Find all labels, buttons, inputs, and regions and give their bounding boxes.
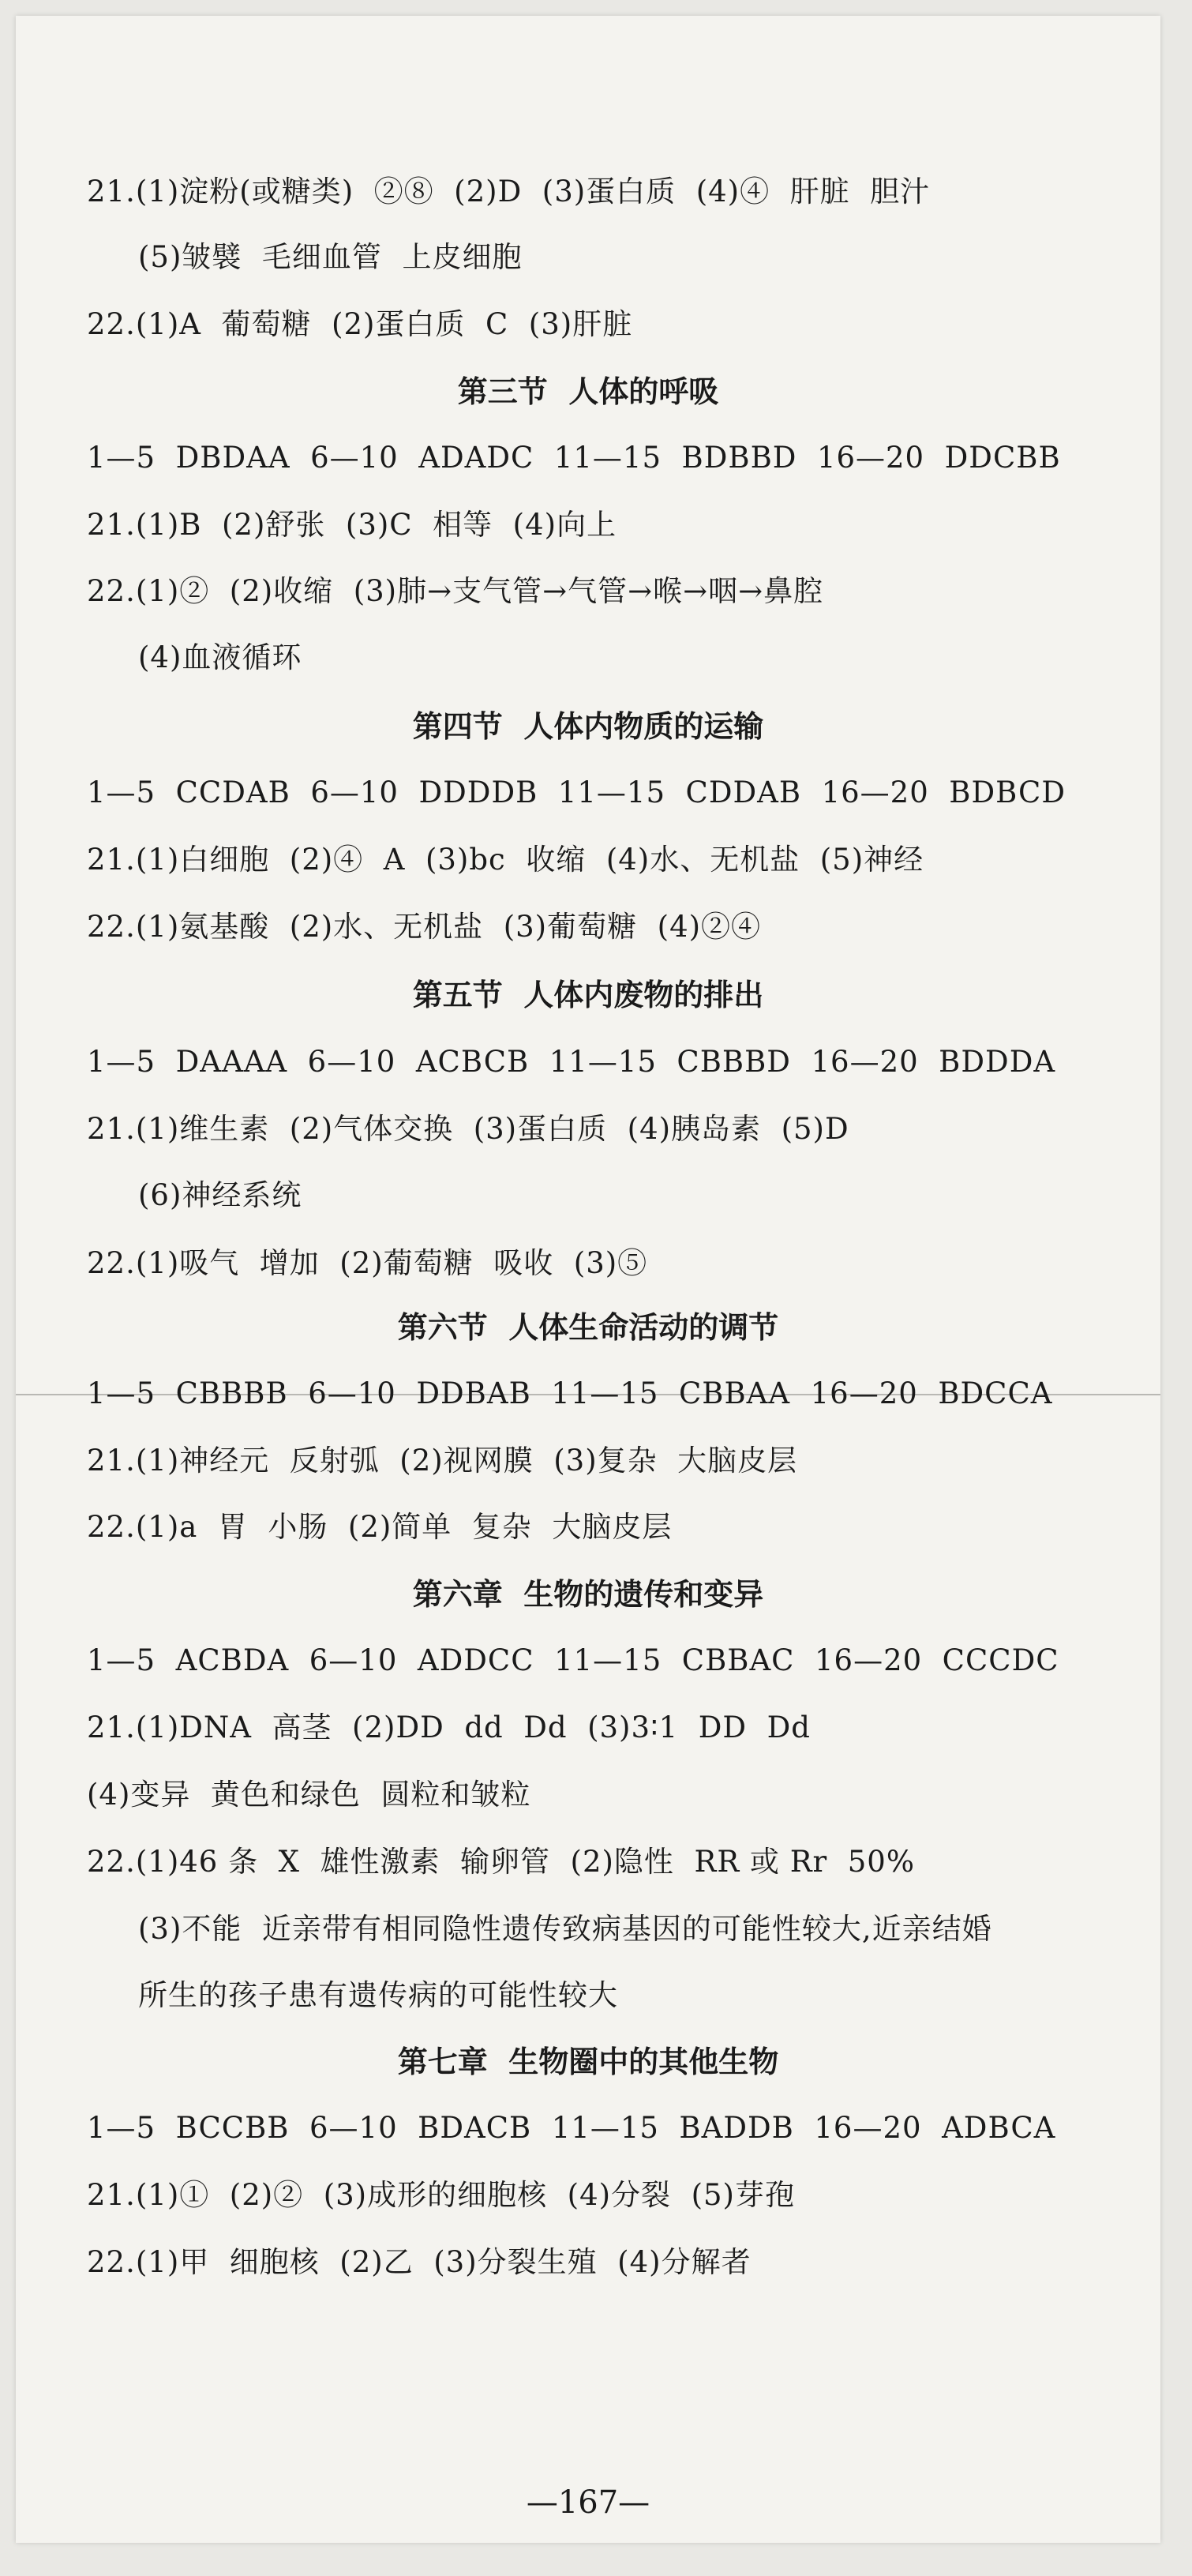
section-heading: 第五节 人体内废物的排出 [412,978,764,1012]
answer-line: 1—5 CBBBB 6—10 DDBAB 11—15 CBBAA 16—20 BDCCA [87,1376,1053,1410]
answer-line: 22.(1)甲 细胞核 (2)乙 (3)分裂生殖 (4)分解者 [87,2245,752,2279]
answer-line: 22.(1)a 胃 小肠 (2)简单 复杂 大脑皮层 [87,1510,673,1544]
answer-line: 21.(1)① (2)② (3)成形的细胞核 (4)分裂 (5)芽孢 [87,2178,795,2212]
section-heading: 第三节 人体的呼吸 [457,374,719,409]
section-heading: 第七章 生物圈中的其他生物 [397,2045,779,2079]
answer-line: 1—5 ACBDA 6—10 ADDCC 11—15 CBBAC 16—20 CCCDC [87,1643,1059,1677]
answer-line: 1—5 DAAAA 6—10 ACBCB 11—15 CBBBD 16—20 BDDDA [87,1045,1056,1079]
answer-key-page [16,16,1160,2543]
answer-line: 21.(1)神经元 反射弧 (2)视网膜 (3)复杂 大脑皮层 [87,1444,798,1478]
answer-line: 21.(1)淀粉(或糖类) ②⑧ (2)D (3)蛋白质 (4)④ 肝脏 胆汁 [87,175,931,208]
section-heading: 第四节 人体内物质的运输 [412,709,764,744]
answer-line: 1—5 DBDAA 6—10 ADADC 11—15 BDBBD 16—20 DDCBB [87,441,1061,475]
section-heading: 第六章 生物的遗传和变异 [412,1577,764,1612]
answer-line: 22.(1)A 葡萄糖 (2)蛋白质 C (3)肝脏 [87,307,633,341]
answer-line: (4)血液循环 [138,640,302,674]
answer-line: 22.(1)46 条 X 雄性激素 输卵管 (2)隐性 RR 或 Rr 50% [87,1845,916,1879]
answer-line: (5)皱襞 毛细血管 上皮细胞 [138,240,523,274]
answer-line: 1—5 CCDAB 6—10 DDDDB 11—15 CDDAB 16—20 BDBCD [87,775,1066,809]
answer-line: 22.(1)吸气 增加 (2)葡萄糖 吸收 (3)⑤ [87,1246,648,1280]
section-heading: 第六节 人体生命活动的调节 [397,1310,779,1345]
answer-line: (6)神经系统 [138,1178,302,1212]
answer-line: 所生的孩子患有遗传病的可能性较大 [138,1978,618,2012]
answer-line: (3)不能 近亲带有相同隐性遗传致病基因的可能性较大,近亲结婚 [138,1912,992,1946]
answer-line: 22.(1)氨基酸 (2)水、无机盐 (3)葡萄糖 (4)②④ [87,910,762,944]
answer-line: 21.(1)DNA 高茎 (2)DD dd Dd (3)3∶1 DD Dd [87,1710,811,1744]
answer-line: (4)变异 黄色和绿色 圆粒和皱粒 [87,1778,531,1812]
answer-line: 22.(1)② (2)收缩 (3)肺→支气管→气管→喉→咽→鼻腔 [87,574,824,608]
answer-line: 21.(1)维生素 (2)气体交换 (3)蛋白质 (4)胰岛素 (5)D [87,1112,849,1146]
page-number: —167— [526,2484,650,2521]
answer-line: 21.(1)B (2)舒张 (3)C 相等 (4)向上 [87,508,617,542]
answer-line: 1—5 BCCBB 6—10 BDACB 11—15 BADDB 16—20 ADBCA [87,2111,1056,2145]
answer-line: 21.(1)白细胞 (2)④ A (3)bc 收缩 (4)水、无机盐 (5)神经 [87,843,924,877]
